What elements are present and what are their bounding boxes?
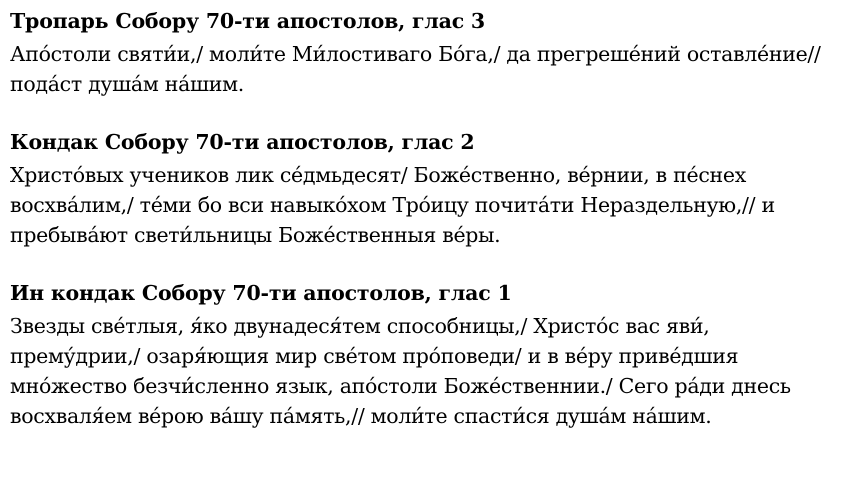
alternate-kontakion-section [10,278,844,431]
section-heading: Кондак Собору 70-ти апостолов, глас 2 [10,130,475,154]
text-line: прему́дрии,/ озаря́ющия мир све́том про́поведи/ и в ве́ру приве́дшия [10,344,739,368]
text-line: пребыва́ют свети́льницы Боже́ственныя ве́ры. [10,223,501,247]
text-line: Звезды све́тлыя, я́ко двунадеся́тем способницы,/ Христо́с вас яви́, [10,314,710,338]
text-line: пода́ст душа́м на́шим. [10,72,244,96]
text-line: Христо́вых учеников лик се́дмьдесят/ Боже́ственно, ве́рнии, в пе́снех [10,163,746,187]
text-line: мно́жество безчи́сленно язык, апо́столи Боже́ственнии./ Сего ра́ди днесь [10,374,791,398]
text-line: восхва́лим,/ те́ми бо вси навыко́хом Тро́ицу почита́ти Нераздельную,// и [10,193,775,217]
text-line: восхваля́ем ве́рою ва́шу па́мять,// моли́те спасти́ся душа́м на́шим. [10,404,712,428]
section-heading: Ин кондак Собору 70-ти апостолов, глас 1 [10,281,512,305]
text-line: Апо́столи святи́и,/ моли́те Ми́лостиваго Бо́га,/ да прегреше́ний оставле́ние// [10,42,821,66]
kontakion-section [10,127,844,250]
section-heading: Тропарь Собору 70-ти апостолов, глас 3 [10,9,485,33]
troparion-section [10,6,844,99]
